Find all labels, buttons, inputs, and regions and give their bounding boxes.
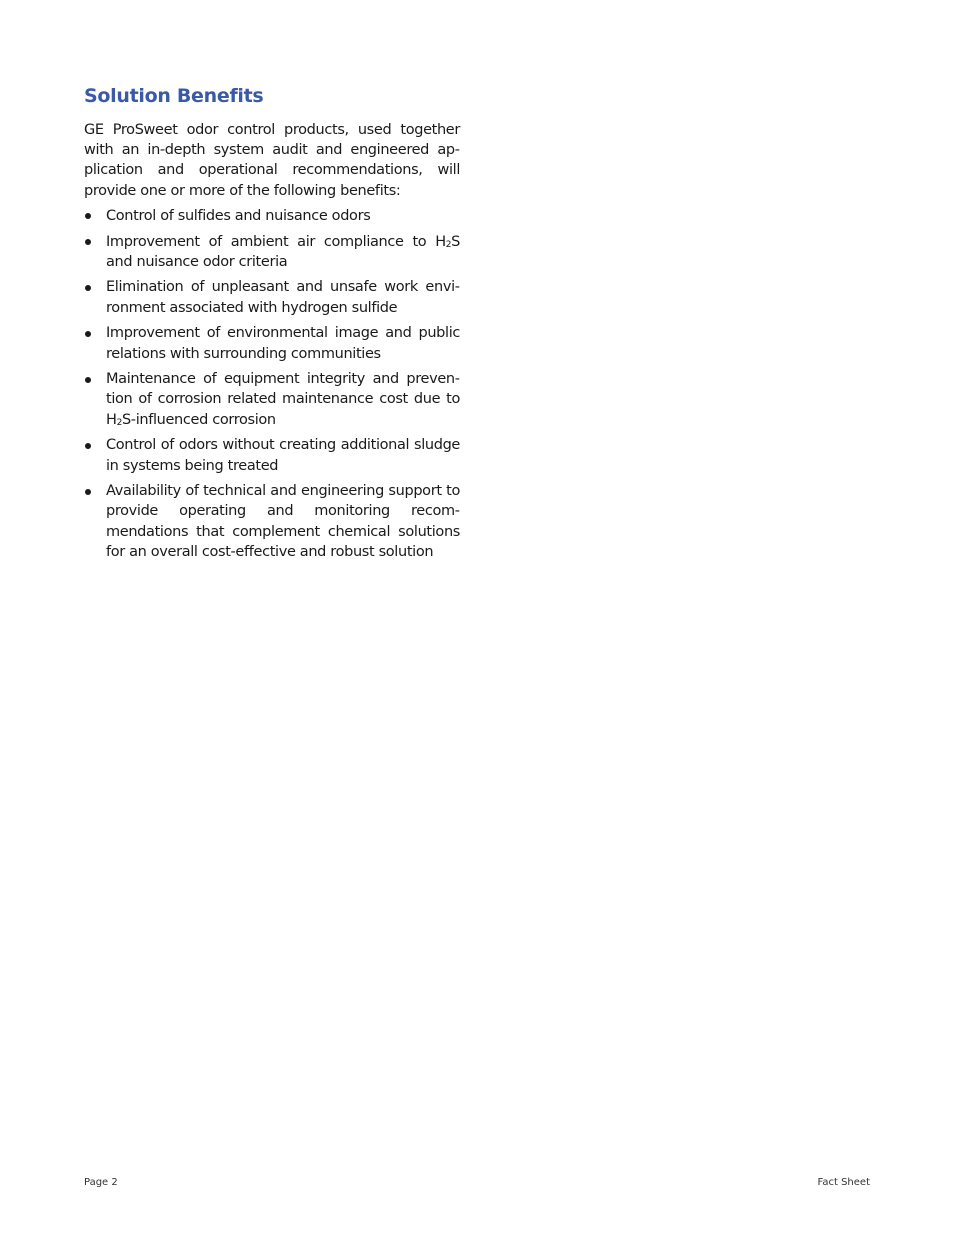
bullet-icon: [85, 377, 91, 383]
benefits-section: [84, 82, 460, 568]
bullet-icon: [85, 285, 91, 291]
bullet-icon: [85, 213, 91, 219]
list-item: [84, 206, 460, 226]
subscript: 2: [445, 239, 452, 250]
bullet-icon: [85, 331, 91, 337]
benefit-text-post: S and nuisance odor criteria: [106, 233, 460, 270]
intro-paragraph: GE ProSweet odor control products, used together with an in-depth system audit and engineered application and operational recommendations, will provide one or more of the following benefits:: [84, 122, 460, 199]
list-item: [84, 369, 460, 430]
benefit-text-pre: Maintenance of equipment integrity and prevention of corrosion related maintenance cost due to H: [106, 371, 460, 428]
page-number: Page 2: [84, 1177, 118, 1188]
list-item: [84, 277, 460, 317]
benefit-text: Improvement of environmental image and public relations with surrounding communities: [106, 325, 460, 362]
benefit-text: Elimination of unpleasant and unsafe work environment associated with hydrogen sulfide: [106, 279, 460, 316]
benefit-text-pre: Improvement of ambient air compliance to H: [106, 233, 446, 250]
bullet-icon: [85, 443, 91, 449]
list-item: [84, 323, 460, 363]
section-title: Solution Benefits: [84, 85, 264, 107]
benefit-text: Availability of technical and engineering support to provide operating and monitoring recommendations that complement chemical solutions for an overall cost-effective and robust solution: [106, 483, 460, 560]
benefit-text-post: S-influenced corrosion: [121, 411, 276, 428]
bullet-icon: [85, 489, 91, 495]
list-item: [84, 232, 460, 272]
benefit-text: Control of odors without creating additional sludge in systems being treated: [106, 437, 460, 474]
benefit-text: Control of sulfides and nuisance odors: [106, 207, 371, 224]
benefit-list: [84, 206, 460, 562]
document-type-label: Fact Sheet: [817, 1177, 870, 1188]
subscript: 2: [116, 417, 122, 428]
bullet-icon: [85, 239, 91, 245]
list-item: [84, 481, 460, 562]
list-item: [84, 435, 460, 475]
